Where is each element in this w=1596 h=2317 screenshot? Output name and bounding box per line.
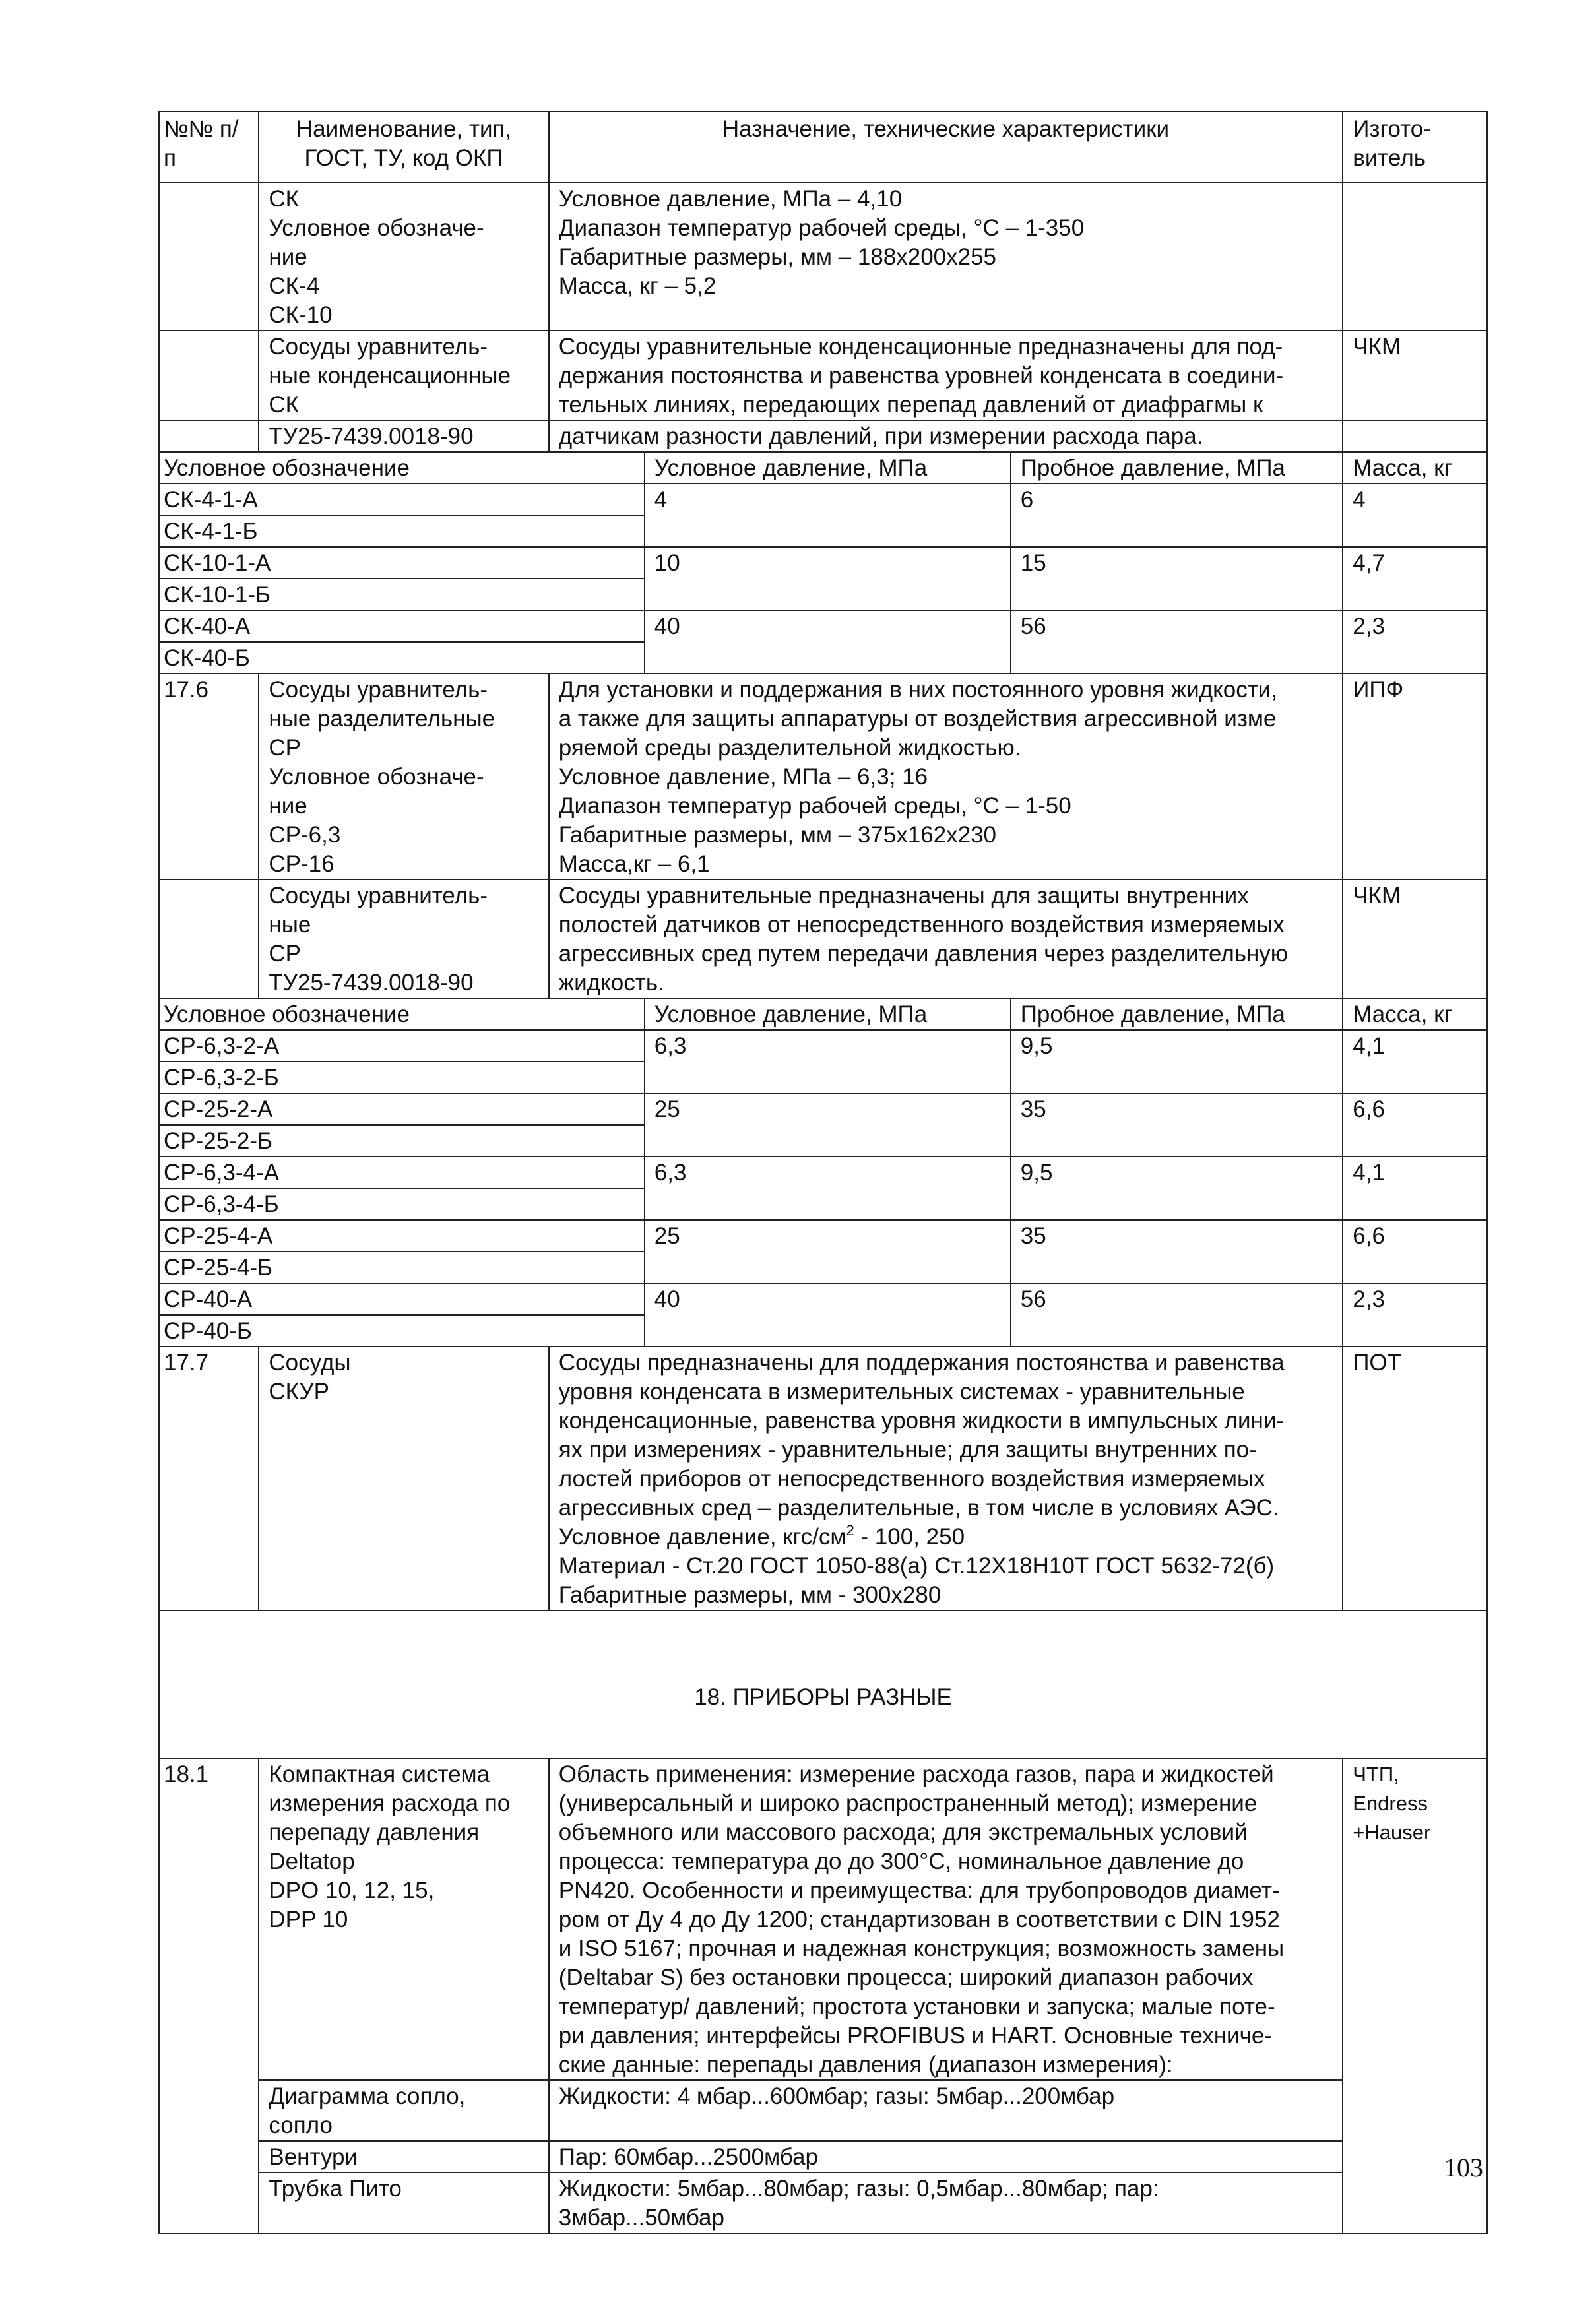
table-row <box>159 547 1487 579</box>
item-maker <box>1343 879 1487 998</box>
text-line: 2,3 <box>1353 614 1385 639</box>
code-cell <box>159 1030 645 1062</box>
table-header-row <box>159 111 1487 183</box>
cp-subtable-header <box>159 998 1487 1030</box>
text-line: 25 <box>654 1096 680 1122</box>
text-line: Сосуды уравнитель- <box>269 883 488 908</box>
text-line: конденсационные, равенства уровня жидкости в импульсных лини- <box>558 1408 1285 1434</box>
text-line: Сосуды предназначены для поддержания постоянства и равенства <box>558 1350 1285 1376</box>
header-maker-text: Изгото-витель <box>1353 116 1431 171</box>
text-line: Диапазон температур рабочей среды, °С – 1-50 <box>558 793 1071 819</box>
subhdr-mass <box>1343 998 1487 1030</box>
text-line: СК-40-А <box>164 614 251 639</box>
test-pressure-cell <box>1011 1093 1343 1157</box>
code-cell <box>159 1093 645 1125</box>
document-page <box>158 111 1488 2234</box>
text-line: СР <box>269 735 301 761</box>
text-line: Сосуды уравнитель- <box>269 334 488 360</box>
text-line: Условное обозначе- <box>269 764 484 790</box>
item-name <box>259 1758 548 2080</box>
subhdr-mass <box>1343 452 1487 484</box>
pressure-cell <box>645 484 1011 547</box>
sub-desc <box>549 2141 1343 2173</box>
item-num <box>159 674 259 879</box>
mass-cell <box>1343 1030 1487 1093</box>
text-line: 56 <box>1020 614 1046 639</box>
text-line: Endress <box>1353 1792 1428 1815</box>
table-row <box>159 610 1487 642</box>
text-line: 9,5 <box>1020 1033 1053 1059</box>
text-span: - 100, 250 <box>854 1524 965 1550</box>
test-pressure-cell <box>1011 484 1343 547</box>
text-line: процесса: температура до до 300°С, номинальное давление до <box>558 1849 1244 1874</box>
maker-text: ИПФ <box>1353 677 1404 703</box>
text-line: СР-25-4-Б <box>164 1255 272 1281</box>
code-cell <box>159 1157 645 1188</box>
text-line: 15 <box>1020 550 1046 576</box>
item-18-1-row <box>159 1758 1487 2080</box>
subhdr-code <box>159 998 645 1030</box>
text-line: Компактная система <box>269 1762 490 1787</box>
text-line: СР-25-2-А <box>164 1096 273 1122</box>
text-line: ные конденсационные <box>269 363 511 389</box>
text-line: Сосуды <box>269 1350 351 1376</box>
text-line: 6,6 <box>1353 1223 1385 1249</box>
text-line: температур/ давлений; простота установки и запуска; малые поте- <box>558 1994 1275 2019</box>
text-line: 35 <box>1020 1223 1046 1249</box>
ck-vessels-desc <box>549 331 1343 420</box>
ck-tu-name <box>259 420 548 452</box>
item-18-1-sub-row <box>159 2141 1487 2173</box>
sub-desc <box>549 2173 1343 2233</box>
test-pressure-cell <box>1011 1030 1343 1093</box>
text-line: ях при измерениях - уравнительные; для защиты внутренних по- <box>558 1437 1257 1463</box>
code-cell <box>159 579 645 610</box>
text-line: 35 <box>1020 1096 1046 1122</box>
text-line: ские данные: перепады давления (диапазон измерения): <box>558 2052 1173 2078</box>
pressure-cell <box>645 1220 1011 1283</box>
mass-cell <box>1343 1157 1487 1220</box>
ck-tu-num <box>159 420 259 452</box>
text-line: полостей датчиков от непосредственного воздействия измеряемых <box>558 912 1285 937</box>
text-line: ЧТП, <box>1353 1763 1399 1786</box>
mass-cell <box>1343 610 1487 674</box>
section-18-row <box>159 1610 1487 1758</box>
ck-num-cell <box>159 183 259 331</box>
ck-vessels-num <box>159 331 259 420</box>
text-line: DPO 10, 12, 15, <box>269 1878 435 1903</box>
item-num-text: 17.7 <box>164 1350 209 1376</box>
text-line: СР-16 <box>269 851 335 877</box>
text-line: (Deltabar S) без остановки процесса; широкий диапазон рабочих <box>558 1965 1254 1990</box>
item-num-text: 17.6 <box>164 677 209 703</box>
text-line: СР-6,3-2-А <box>164 1033 280 1059</box>
code-cell <box>159 1188 645 1220</box>
text-line: датчикам разности давлений, при измерении расхода пара. <box>558 424 1203 449</box>
text-line: Условное обозначение <box>164 1001 410 1027</box>
text-line: 6 <box>1020 487 1034 513</box>
text-line: Диаграмма сопло, <box>269 2083 466 2109</box>
item-17-7-row <box>159 1347 1487 1610</box>
text-line: сопло <box>269 2112 333 2138</box>
subhdr-test-pressure <box>1011 452 1343 484</box>
subhdr-code <box>159 452 645 484</box>
text-line: измерения расхода по <box>269 1791 511 1816</box>
text-line: Пробное давление, МПа <box>1020 1001 1286 1027</box>
mass-cell <box>1343 1093 1487 1157</box>
table-row <box>159 484 1487 515</box>
text-line: СР-6,3-4-А <box>164 1160 280 1186</box>
subhdr-pressure <box>645 452 1011 484</box>
pressure-cell <box>645 1030 1011 1093</box>
test-pressure-cell <box>1011 1157 1343 1220</box>
mass-cell <box>1343 1220 1487 1283</box>
text-line: 4 <box>654 487 668 513</box>
item-name <box>259 1347 548 1610</box>
text-line: СК <box>269 186 300 212</box>
item-num-text: 18.1 <box>164 1762 209 1787</box>
text-line: Deltatop <box>269 1849 355 1874</box>
ck-maker-cell <box>1343 183 1487 331</box>
text-line: Пар: 60мбар...2500мбар <box>558 2144 818 2170</box>
text-line: 25 <box>654 1223 680 1249</box>
maker-text: ЧКМ <box>1353 883 1401 908</box>
text-line: и ISO 5167; прочная и надежная конструкция; возможность замены <box>558 1936 1285 1961</box>
text-line: агрессивных сред – разделительные, в том числе в условиях АЭС. <box>558 1495 1279 1521</box>
text-line: Масса, кг <box>1353 455 1453 481</box>
pressure-line <box>559 1523 1333 1552</box>
text-line: СК-10-1-А <box>164 550 271 576</box>
maker-text: ЧКМ <box>1353 334 1401 360</box>
mass-cell <box>1343 547 1487 610</box>
code-cell <box>159 610 645 642</box>
code-cell <box>159 1283 645 1315</box>
item-desc <box>549 1347 1343 1610</box>
text-line: тельных линиях, передающих перепад давлений от диафрагмы к <box>558 392 1263 418</box>
text-line: 2,3 <box>1353 1286 1385 1312</box>
header-num-text: №№ п/п <box>164 116 239 171</box>
table-row <box>159 1283 1487 1315</box>
text-line: ряемой среды разделительной жидкостью. <box>558 735 1021 761</box>
text-line: 6,3 <box>654 1033 687 1059</box>
text-line: Габаритные размеры, мм - 300х280 <box>558 1582 942 1608</box>
item-name <box>259 879 548 998</box>
text-line: 3мбар...50мбар <box>558 2205 724 2231</box>
ck-spec-cell <box>549 183 1343 331</box>
text-line: ТУ25-7439.0018-90 <box>269 970 474 996</box>
text-line: уровня конденсата в измерительных системах - уравнительные <box>558 1379 1245 1405</box>
maker-text: ПОТ <box>1353 1350 1402 1376</box>
pressure-cell <box>645 1283 1011 1347</box>
text-line: ные разделительные <box>269 706 495 732</box>
text-line: держания постоянства и равенства уровней конденсата в соедини- <box>558 363 1284 389</box>
text-line: Условное давление, МПа – 4,10 <box>558 186 903 212</box>
item-maker <box>1343 674 1487 879</box>
test-pressure-cell <box>1011 610 1343 674</box>
ck-vessels-maker <box>1343 331 1487 420</box>
text-line: 4,1 <box>1353 1033 1385 1059</box>
item-17-6-row <box>159 674 1487 879</box>
test-pressure-cell <box>1011 1220 1343 1283</box>
text-line: СР-40-Б <box>164 1318 252 1344</box>
text-line: СР-6,3 <box>269 822 341 848</box>
text-line: а также для защиты аппаратуры от воздействия агрессивной изме <box>558 706 1277 732</box>
code-cell <box>159 515 645 547</box>
text-line: жидкость. <box>558 970 664 996</box>
text-line: Масса, кг – 5,2 <box>558 273 717 299</box>
text-line: СКУР <box>269 1379 329 1405</box>
text-line: Область применения: измерение расхода газов, пара и жидкостей <box>558 1762 1274 1787</box>
text-line: Габаритные размеры, мм – 375х162х230 <box>558 822 997 848</box>
text-line: Жидкости: 5мбар...80мбар; газы: 0,5мбар...80мбар; пар: <box>558 2176 1159 2202</box>
text-line: 56 <box>1020 1286 1046 1312</box>
text-line: (универсальный и широко распространенный метод); измерение <box>558 1791 1258 1816</box>
text-line: агрессивных сред путем передачи давления через разделительную <box>558 941 1289 967</box>
table-row <box>159 1093 1487 1125</box>
text-line: 40 <box>654 1286 680 1312</box>
text-line: Трубка Пито <box>269 2176 402 2202</box>
tu-code: ТУ25-7439.0018-90 <box>269 424 474 449</box>
section-title-cell <box>159 1610 1487 1758</box>
text-line: Жидкости: 4 мбар...600мбар; газы: 5мбар...200мбар <box>558 2083 1115 2109</box>
code-cell <box>159 642 645 674</box>
text-line: СР-6,3-4-Б <box>164 1191 279 1217</box>
text-line: Масса, кг <box>1353 1001 1453 1027</box>
text-line: ные <box>269 912 311 937</box>
header-name <box>259 111 548 183</box>
page-number: 103 <box>1444 2153 1483 2182</box>
code-cell <box>159 1315 645 1347</box>
pressure-cell <box>645 1093 1011 1157</box>
header-purpose <box>549 111 1343 183</box>
text-line: СК-4-1-Б <box>164 519 258 544</box>
ck-tu-desc <box>549 420 1343 452</box>
text-line: СР-6,3-2-Б <box>164 1065 279 1091</box>
text-line: лостей приборов от непосредственного воздействия измеряемых <box>558 1466 1265 1492</box>
text-line: СР-25-4-А <box>164 1223 273 1249</box>
header-num <box>159 111 259 183</box>
table-row <box>159 1220 1487 1252</box>
text-span: Условное давление, кгс/см <box>558 1524 846 1550</box>
text-line: 9,5 <box>1020 1160 1053 1186</box>
text-line: Условное давление, МПа <box>654 455 928 481</box>
text-line: СК-40-Б <box>164 645 250 671</box>
text-line: ние <box>269 244 307 270</box>
sub-name <box>259 2173 548 2233</box>
ck-tu-maker <box>1343 420 1487 452</box>
text-line: СР <box>269 941 301 967</box>
item-desc <box>549 674 1343 879</box>
item-num <box>159 1758 259 2233</box>
text-line: +Hauser <box>1353 1821 1431 1844</box>
text-line: Условное обозначе- <box>269 215 484 241</box>
item-num <box>159 879 259 998</box>
code-cell <box>159 1062 645 1093</box>
text-line: СР-25-2-Б <box>164 1128 272 1154</box>
pressure-cell <box>645 1157 1011 1220</box>
test-pressure-cell <box>1011 547 1343 610</box>
code-cell <box>159 547 645 579</box>
text-line: 10 <box>654 550 680 576</box>
text-line: СК-10-1-Б <box>164 582 271 608</box>
text-line: Условное давление, МПа – 6,3; 16 <box>558 764 928 790</box>
text-line: 4,7 <box>1353 550 1385 576</box>
item-num <box>159 1347 259 1610</box>
text-line: Сосуды уравнитель- <box>269 677 488 703</box>
item-18-1-sub-row <box>159 2080 1487 2141</box>
text-line: 40 <box>654 614 680 639</box>
text-line: Вентури <box>269 2144 358 2170</box>
text-line: ние <box>269 793 307 819</box>
subhdr-pressure <box>645 998 1011 1030</box>
ck-tu-row <box>159 420 1487 452</box>
table-row <box>159 1157 1487 1188</box>
mass-cell <box>1343 484 1487 547</box>
mass-cell <box>1343 1283 1487 1347</box>
code-cell <box>159 484 645 515</box>
ck-vessels-row <box>159 331 1487 420</box>
pressure-cell <box>645 610 1011 674</box>
text-line: объемного или массового расхода; для экстремальных условий <box>558 1820 1248 1845</box>
text-line: ри давления; интерфейсы PROFIBUS и HART. Основные техниче- <box>558 2023 1272 2048</box>
text-line: Масса,кг – 6,1 <box>558 851 710 877</box>
sub-desc <box>549 2080 1343 2141</box>
text-line: 6,6 <box>1353 1096 1385 1122</box>
text-line: PN420. Особенности и преимущества: для трубопроводов диамет- <box>558 1878 1280 1903</box>
header-name-text: Наименование, тип, ГОСТ, ТУ, код ОКП <box>296 116 512 171</box>
text-line: Сосуды уравнительные конденсационные предназначены для под- <box>558 334 1283 360</box>
text-line: СК <box>269 392 300 418</box>
item-18-1-sub-row <box>159 2173 1487 2233</box>
text-line: СК-4 <box>269 273 320 299</box>
item-maker <box>1343 1347 1487 1610</box>
ck-vessels-name <box>259 331 548 420</box>
text-line: Пробное давление, МПа <box>1020 455 1286 481</box>
item-desc <box>549 1758 1343 2080</box>
sub-name <box>259 2141 548 2173</box>
table-row <box>159 1030 1487 1062</box>
ck-spec-row <box>159 183 1487 331</box>
equipment-table <box>158 111 1488 2234</box>
text-line: перепаду давления <box>269 1820 480 1845</box>
code-cell <box>159 1125 645 1157</box>
header-maker <box>1343 111 1487 183</box>
text-line: Условное давление, МПа <box>654 1001 928 1027</box>
text-line: 4 <box>1353 487 1366 513</box>
section-title: 18. ПРИБОРЫ РАЗНЫЕ <box>694 1684 952 1710</box>
item-desc <box>549 879 1343 998</box>
item-17-6-vessels-row <box>159 879 1487 998</box>
text-line: СК-4-1-А <box>164 487 258 513</box>
subhdr-test-pressure <box>1011 998 1343 1030</box>
text-line: DPP 10 <box>269 1907 348 1932</box>
text-line: СР-40-А <box>164 1286 253 1312</box>
text-line: Материал - Ст.20 ГОСТ 1050-88(а) Ст.12Х18Н10Т ГОСТ 5632-72(б) <box>558 1553 1275 1579</box>
text-line: Для установки и поддержания в них постоянного уровня жидкости, <box>558 677 1278 703</box>
text-line: СК-10 <box>269 302 333 328</box>
code-cell <box>159 1252 645 1283</box>
ck-name-cell <box>259 183 548 331</box>
text-line: 6,3 <box>654 1160 687 1186</box>
superscript: 2 <box>846 1522 854 1539</box>
text-line: Сосуды уравнительные предназначены для защиты внутренних <box>558 883 1249 908</box>
code-cell <box>159 1220 645 1252</box>
header-purpose-text: Назначение, технические характеристики <box>722 116 1170 142</box>
pressure-cell <box>645 547 1011 610</box>
text-line: ром от Ду 4 до Ду 1200; стандартизован в соответствии с DIN 1952 <box>558 1907 1280 1932</box>
text-line: Габаритные размеры, мм – 188х200х255 <box>558 244 997 270</box>
text-line: 4,1 <box>1353 1160 1385 1186</box>
text-line: Диапазон температур рабочей среды, °С – 1-350 <box>558 215 1085 241</box>
ck-subtable-header <box>159 452 1487 484</box>
item-name <box>259 674 548 879</box>
test-pressure-cell <box>1011 1283 1343 1347</box>
sub-name <box>259 2080 548 2141</box>
text-line: Условное обозначение <box>164 455 410 481</box>
